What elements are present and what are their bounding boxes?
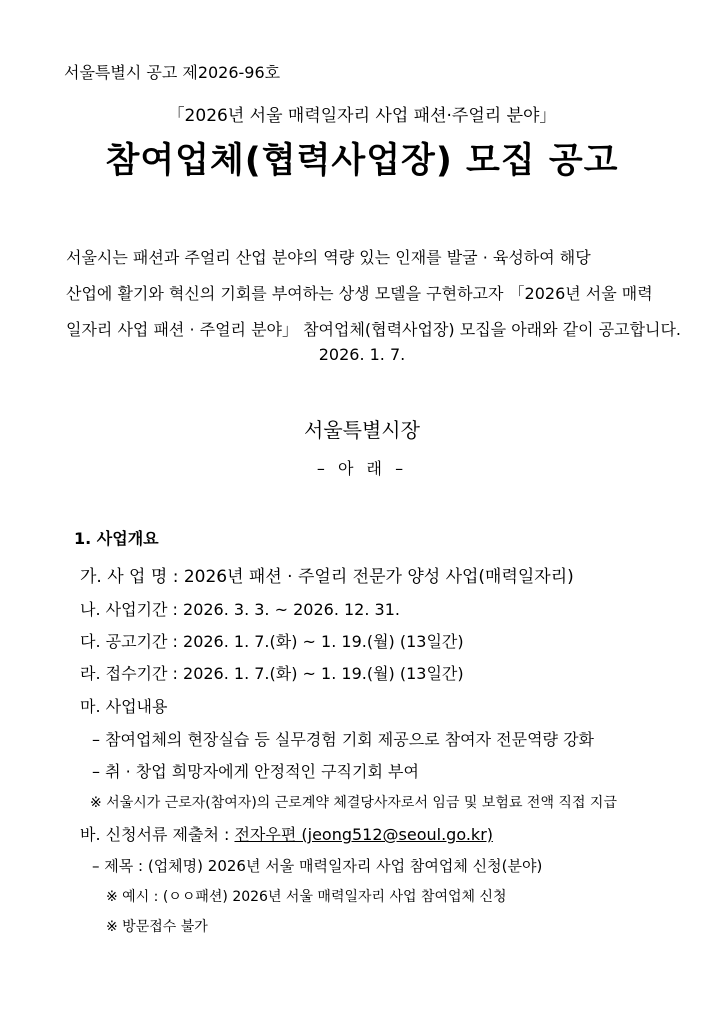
submission-line <box>80 822 493 845</box>
notice-date: 2026. 1. 7. <box>318 345 406 364</box>
page-title: 참여업체(협력사업장) 모집 공고 <box>105 141 619 181</box>
content-label: 마. 사업내용 <box>80 697 168 716</box>
notice-subtitle: 「2026년 서울 매력일자리 사업 패션·주얼리 분야」 <box>167 106 557 126</box>
issuer: 서울특별시장 <box>304 418 420 442</box>
content-note: ※ 서울시가 근로자(참여자)의 근로계약 체결당사자로서 임금 및 보험료 전액 직접 지급 <box>90 795 617 811</box>
intro-line: 산업에 활기와 혁신의 기회를 부여하는 상생 모델을 구현하고자 「2026년 서울 매력 <box>66 284 653 303</box>
section-title: 1. 사업개요 <box>74 529 159 548</box>
receipt-period: 라. 접수기간 : 2026. 1. 7.(화) ~ 1. 19.(월) (13일간) <box>80 664 464 683</box>
visit-note: ※ 방문접수 불가 <box>106 919 208 935</box>
business-period: 나. 사업기간 : 2026. 3. 3. ~ 2026. 12. 31. <box>80 600 400 619</box>
below-label: – 아 래 – <box>316 459 408 478</box>
intro-line: 일자리 사업 패션 · 주얼리 분야」 참여업체(협력사업장) 모집을 아래와 같이 공고합니다. <box>66 320 682 339</box>
intro-line: 서울시는 패션과 주얼리 산업 분야의 역량 있는 인재를 발굴 · 육성하여 해당 <box>66 248 591 267</box>
content-item: – 취 · 창업 희망자에게 안정적인 구직기회 부여 <box>92 762 419 781</box>
content-item: – 참여업체의 현장실습 등 실무경험 기회 제공으로 참여자 전문역량 강화 <box>92 730 594 749</box>
notice-period: 다. 공고기간 : 2026. 1. 7.(화) ~ 1. 19.(월) (13일간) <box>80 632 464 651</box>
notice-number: 서울특별시 공고 제2026-96호 <box>64 63 281 82</box>
submission-label: 바. 신청서류 제출처 : <box>80 825 235 844</box>
example-note: ※ 예시 : (ㅇㅇ패션) 2026년 서울 매력일자리 사업 참여업체 신청 <box>106 889 507 905</box>
intro-paragraph <box>66 240 682 348</box>
business-name: 가. 사 업 명 : 2026년 패션 · 주얼리 전문가 양성 사업(매력일자리) <box>80 567 574 587</box>
subject-line: – 제목 : (업체명) 2026년 서울 매력일자리 사업 참여업체 신청(분야) <box>92 857 543 875</box>
submission-email-link[interactable]: 전자우편 (jeong512@seoul.go.kr) <box>234 825 494 844</box>
